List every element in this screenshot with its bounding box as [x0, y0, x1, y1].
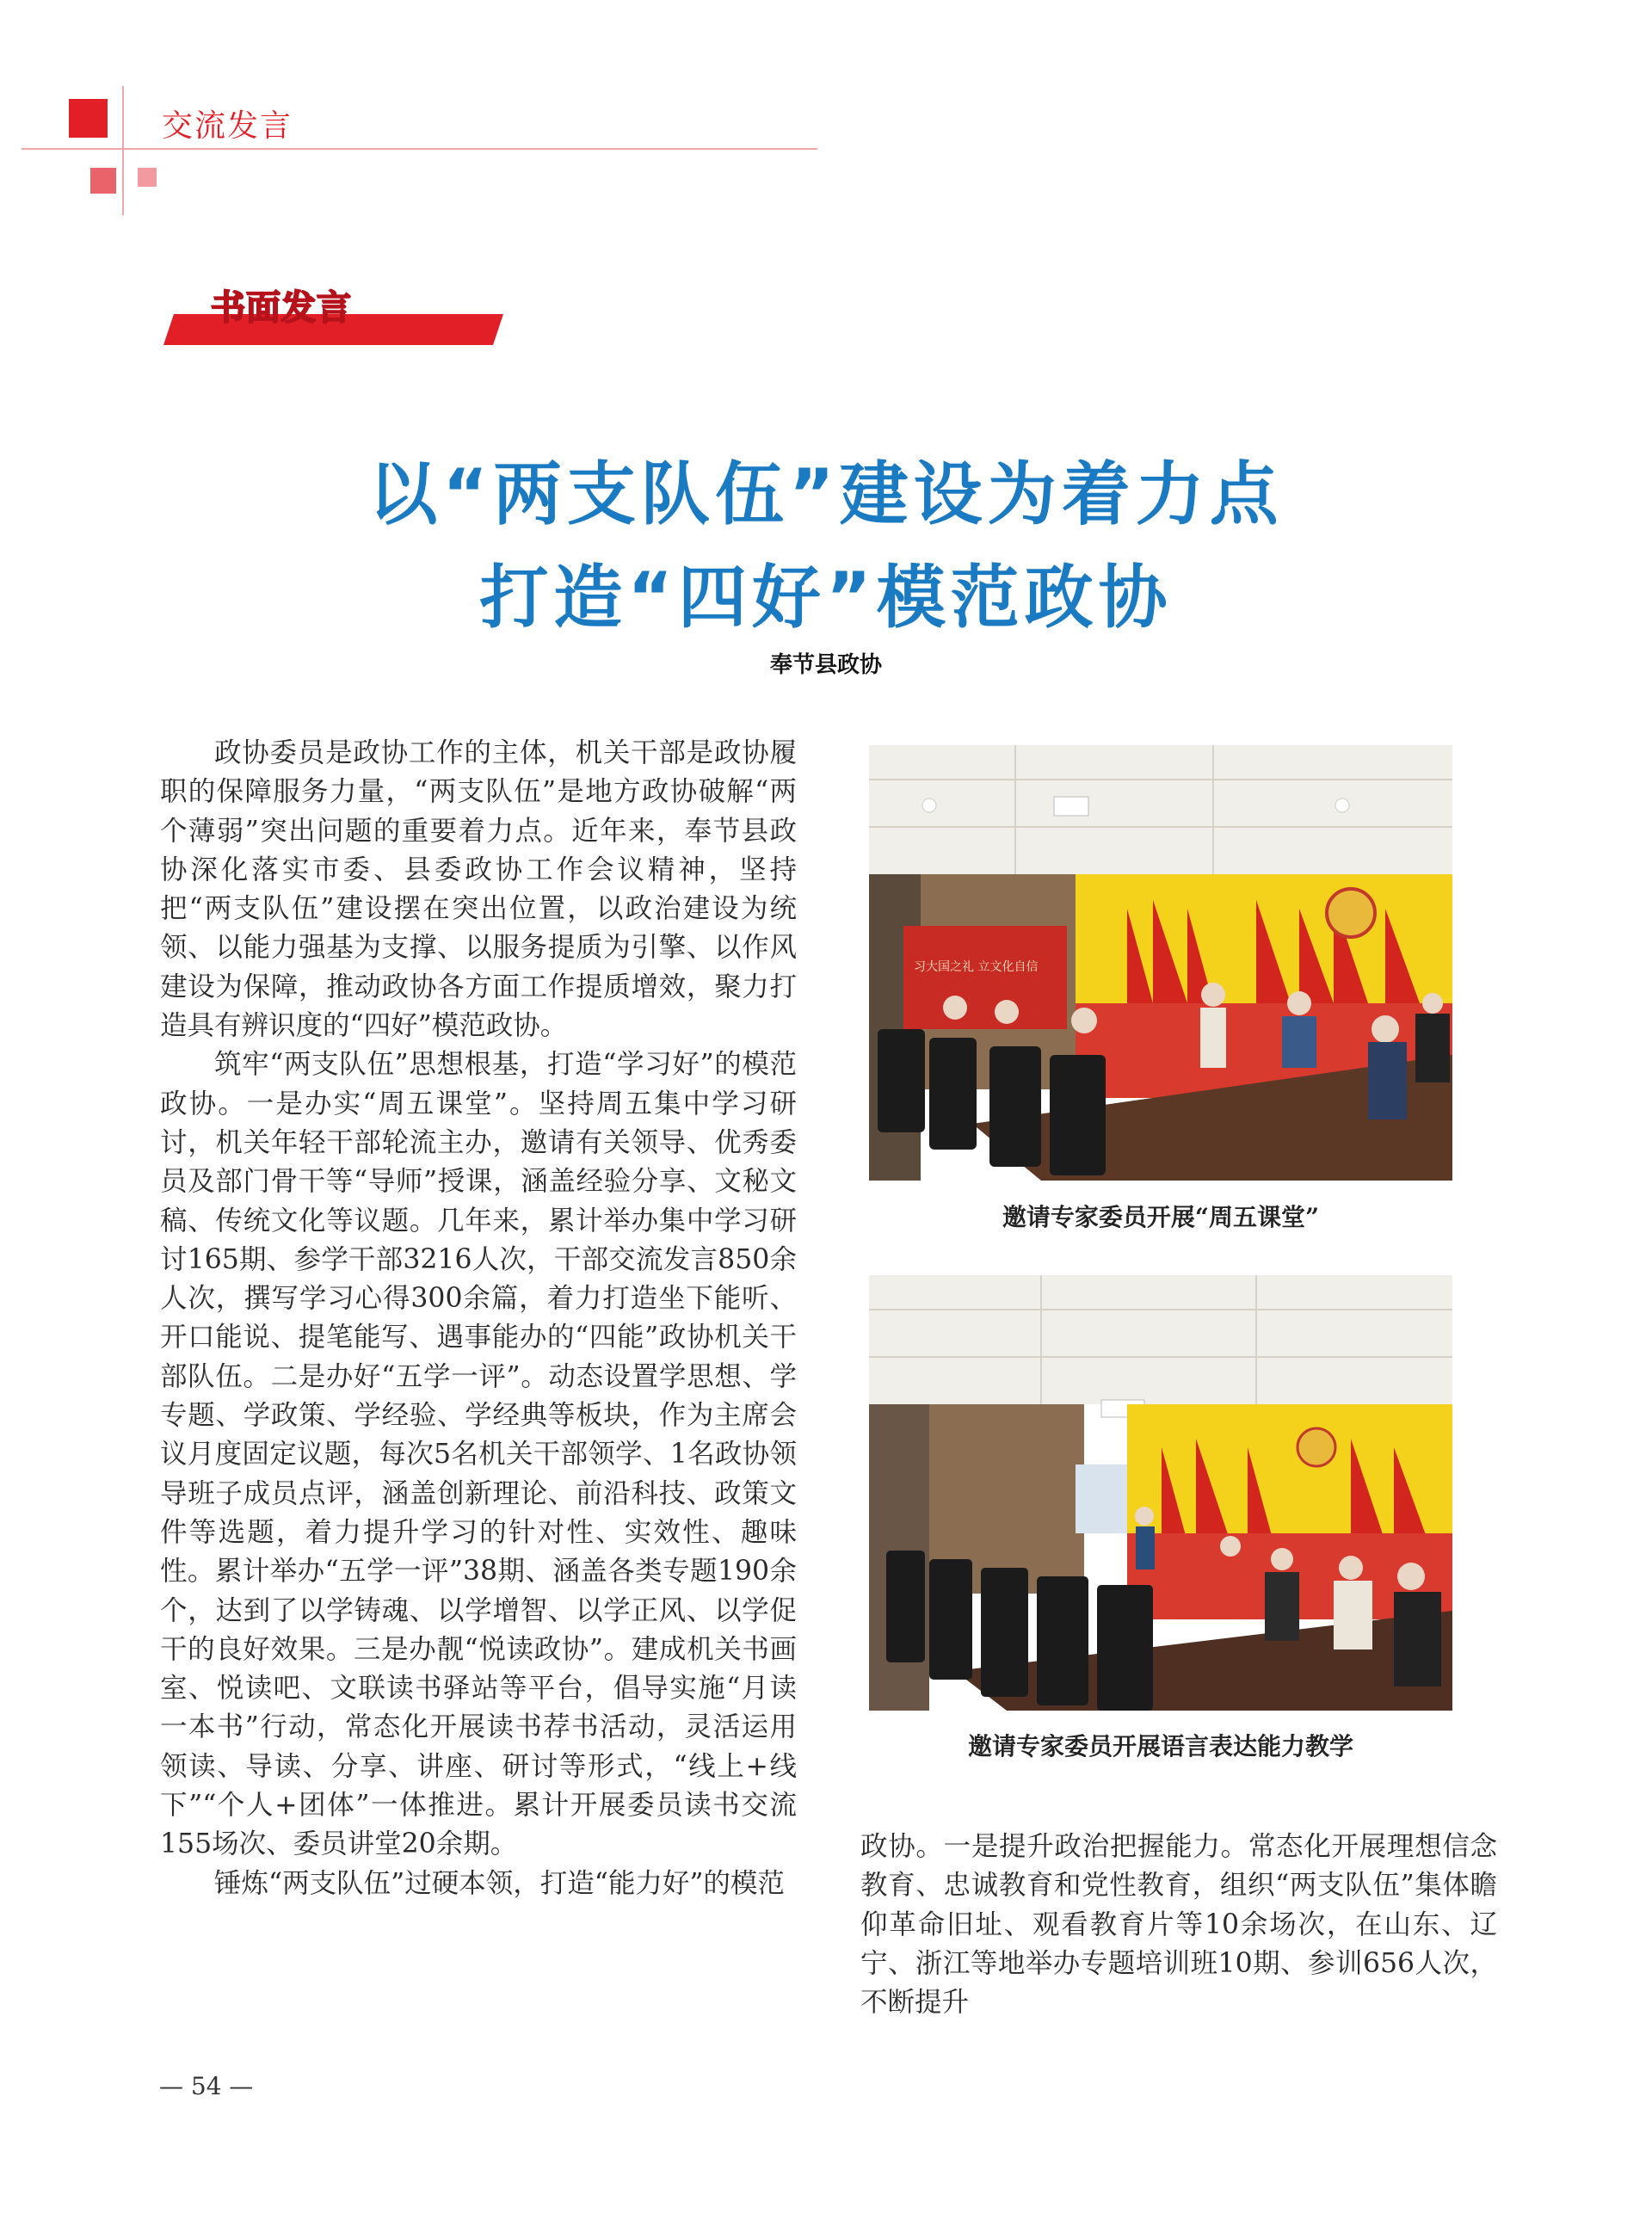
meeting-photo-1	[869, 745, 1452, 1181]
article-body-right	[860, 1828, 1497, 2022]
header-horizontal-rule	[22, 148, 817, 150]
article-body-left	[160, 734, 797, 1903]
section-title: 交流发言	[162, 108, 293, 144]
paragraph: 政协。一是提升政治把握能力。常态化开展理想信念教育、忠诚教育和党性教育，组织“两支队伍”集体瞻仰革命旧址、观看教育片等10余场次，在山东、辽宁、浙江等地举办专题培训班10期、参训656人次，不断提升	[860, 1831, 1497, 2019]
header-pink-square	[90, 168, 116, 194]
article-title-line-2: 打造“四好”模范政协	[479, 558, 1173, 638]
page-number: — 54 —	[159, 2072, 254, 2100]
photo-2-caption: 邀请专家委员开展语言表达能力教学	[967, 1732, 1353, 1760]
paragraph: 政协委员是政协工作的主体，机关干部是政协履职的保障服务力量，“两支队伍”是地方政协破解“两个薄弱”突出问题的重要着力点。近年来，奉节县政协深化落实市委、县委政协工作会议精神，坚持把“两支队伍”建设摆在突出位置，以政治建设为统领、以能力强基为支撑、以服务提质为引擎、以作风建设为保障，推动政协各方面工作提质增效，聚力打造具有辨识度的“四好”模范政协。	[160, 737, 797, 1042]
article-author: 奉节县政协	[769, 652, 882, 678]
paragraph: 筑牢“两支队伍”思想根基，打造“学习好”的模范政协。一是办实“周五课堂”。坚持周五集中学习研讨，机关年轻干部轮流主办，邀请有关领导、优秀委员及部门骨干等“导师”授课，涵盖经验分享、文秘文稿、传统文化等议题。几年来，累计举办集中学习研讨165期、参学干部3216人次，干部交流发言850余人次，撰写学习心得300余篇，着力打造坐下能听、开口能说、提笔能写、遇事能办的“四能”政协机关干部队伍。二是办好“五学一评”。动态设置学思想、学专题、学政策、学经验、学经典等板块，作为主席会议月度固定议题，每次5名机关干部领学、1名政协领导班子成员点评，涵盖创新理论、前沿科技、政策文件等选题，着力提升学习的针对性、实效性、趣味性。累计举办“五学一评”38期、涵盖各类专题190余个，达到了以学铸魂、以学增智、以学正风、以学促干的良好效果。三是办靓“悦读政协”。建成机关书画室、悦读吧、文联读书驿站等平台，倡导实施“月读一本书”行动，常态化开展读书荐书活动，灵活运用领读、导读、分享、讲座、研讨等形式，“线上+线下”“个人+团体”一体推进。累计开展委员读书交流155场次、委员讲堂20余期。	[160, 1049, 797, 1860]
article-title-line-1: 以“两支队伍”建设为着力点	[368, 454, 1284, 534]
meeting-photo-2	[869, 1275, 1452, 1711]
photo-screen-text: 习大国之礼 立文化自信	[914, 960, 1039, 974]
paragraph: 锤炼“两支队伍”过硬本领，打造“能力好”的模范	[214, 1867, 785, 1899]
banner-label: 书面发言	[211, 288, 352, 328]
photo-1-caption: 邀请专家委员开展“周五课堂”	[1002, 1203, 1320, 1231]
header-vertical-rule	[122, 86, 124, 215]
header-light-pink-square	[138, 168, 157, 187]
header-red-square	[69, 99, 108, 138]
